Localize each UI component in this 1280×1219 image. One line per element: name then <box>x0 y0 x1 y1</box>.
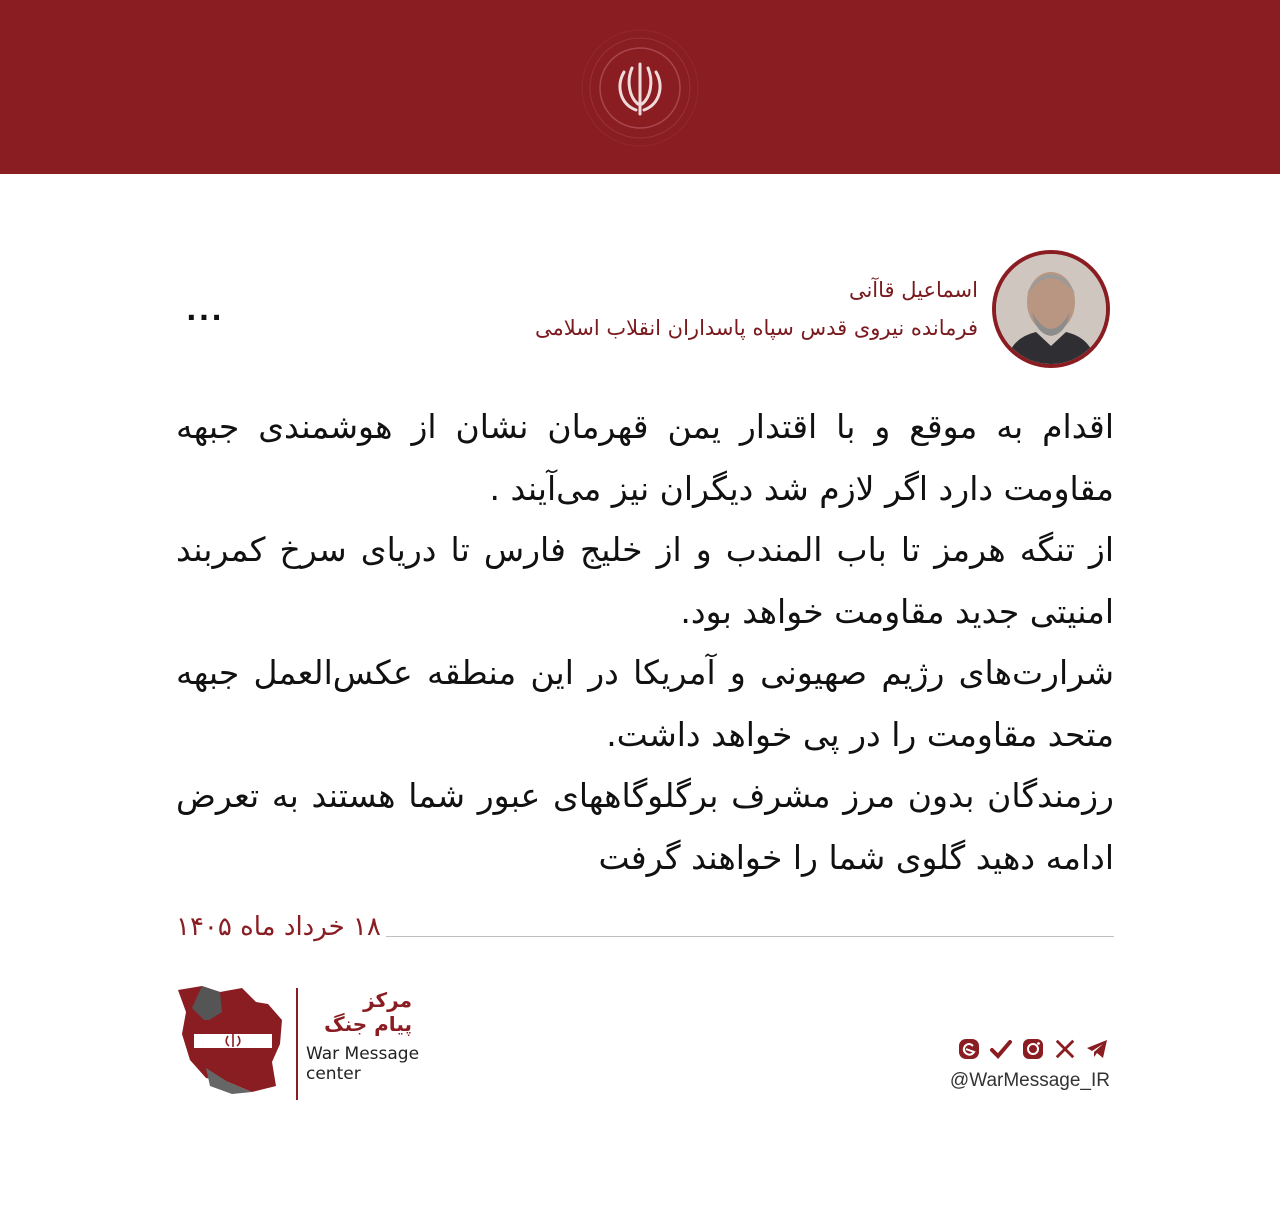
logo-divider <box>296 988 298 1100</box>
author-block <box>535 250 1110 368</box>
author-title: فرمانده نیروی قدس سپاه پاسداران انقلاب اسلامی <box>535 316 978 340</box>
telegram-icon[interactable] <box>1084 1036 1110 1062</box>
message-paragraph: شرارت‌های رژیم صهیونی و آمریکا در این منطقه عکس‌العمل جبهه متحد مقاومت را در پی خواهد داشت. <box>176 653 1114 754</box>
brand-en-line1: War Message <box>306 1044 420 1064</box>
brand-logo <box>172 982 422 1102</box>
social-links <box>930 1036 1110 1092</box>
iran-emblem-icon <box>580 28 700 148</box>
post-message <box>176 396 1114 888</box>
brand-en-line2: center <box>306 1064 361 1084</box>
check-icon[interactable] <box>988 1036 1014 1062</box>
author-text <box>535 278 978 340</box>
date-row <box>176 912 1114 956</box>
eitaa-icon[interactable] <box>956 1036 982 1062</box>
brand-name-fa <box>306 988 412 1036</box>
message-paragraph: رزمندگان بدون مرز مشرف برگلوگاههای عبور شما هستند به تعرض ادامه دهید گلوی شما را خواهند گرفت <box>176 776 1114 877</box>
brand-fa-line1: مرکز <box>363 988 412 1012</box>
post-date: ۱۸ خرداد ماه ۱۴۰۵ <box>176 912 381 942</box>
message-paragraph: از تنگه هرمز تا باب المندب و از خلیج فارس تا دریای سرخ کمربند امنیتی جدید مقاومت خواهد بود. <box>176 530 1114 631</box>
iran-map-flag-icon <box>172 982 288 1098</box>
header-banner <box>0 0 1280 174</box>
social-handle[interactable]: @WarMessage_IR <box>949 1070 1110 1091</box>
social-icons <box>930 1036 1110 1062</box>
avatar <box>992 250 1110 368</box>
message-paragraph: اقدام به موقع و با اقتدار یمن قهرمان نشان از هوشمندی جبهه مقاومت دارد اگر لازم شد دیگران نیز می‌آیند . <box>176 407 1114 508</box>
portrait-image <box>996 254 1106 364</box>
brand-fa-line2: پیام جنگ <box>324 1012 412 1036</box>
instagram-icon[interactable] <box>1020 1036 1046 1062</box>
divider <box>386 936 1114 937</box>
more-options-button[interactable]: ... <box>186 294 224 327</box>
x-icon[interactable] <box>1052 1036 1078 1062</box>
author-name[interactable]: اسماعیل قاآنی <box>848 278 978 302</box>
